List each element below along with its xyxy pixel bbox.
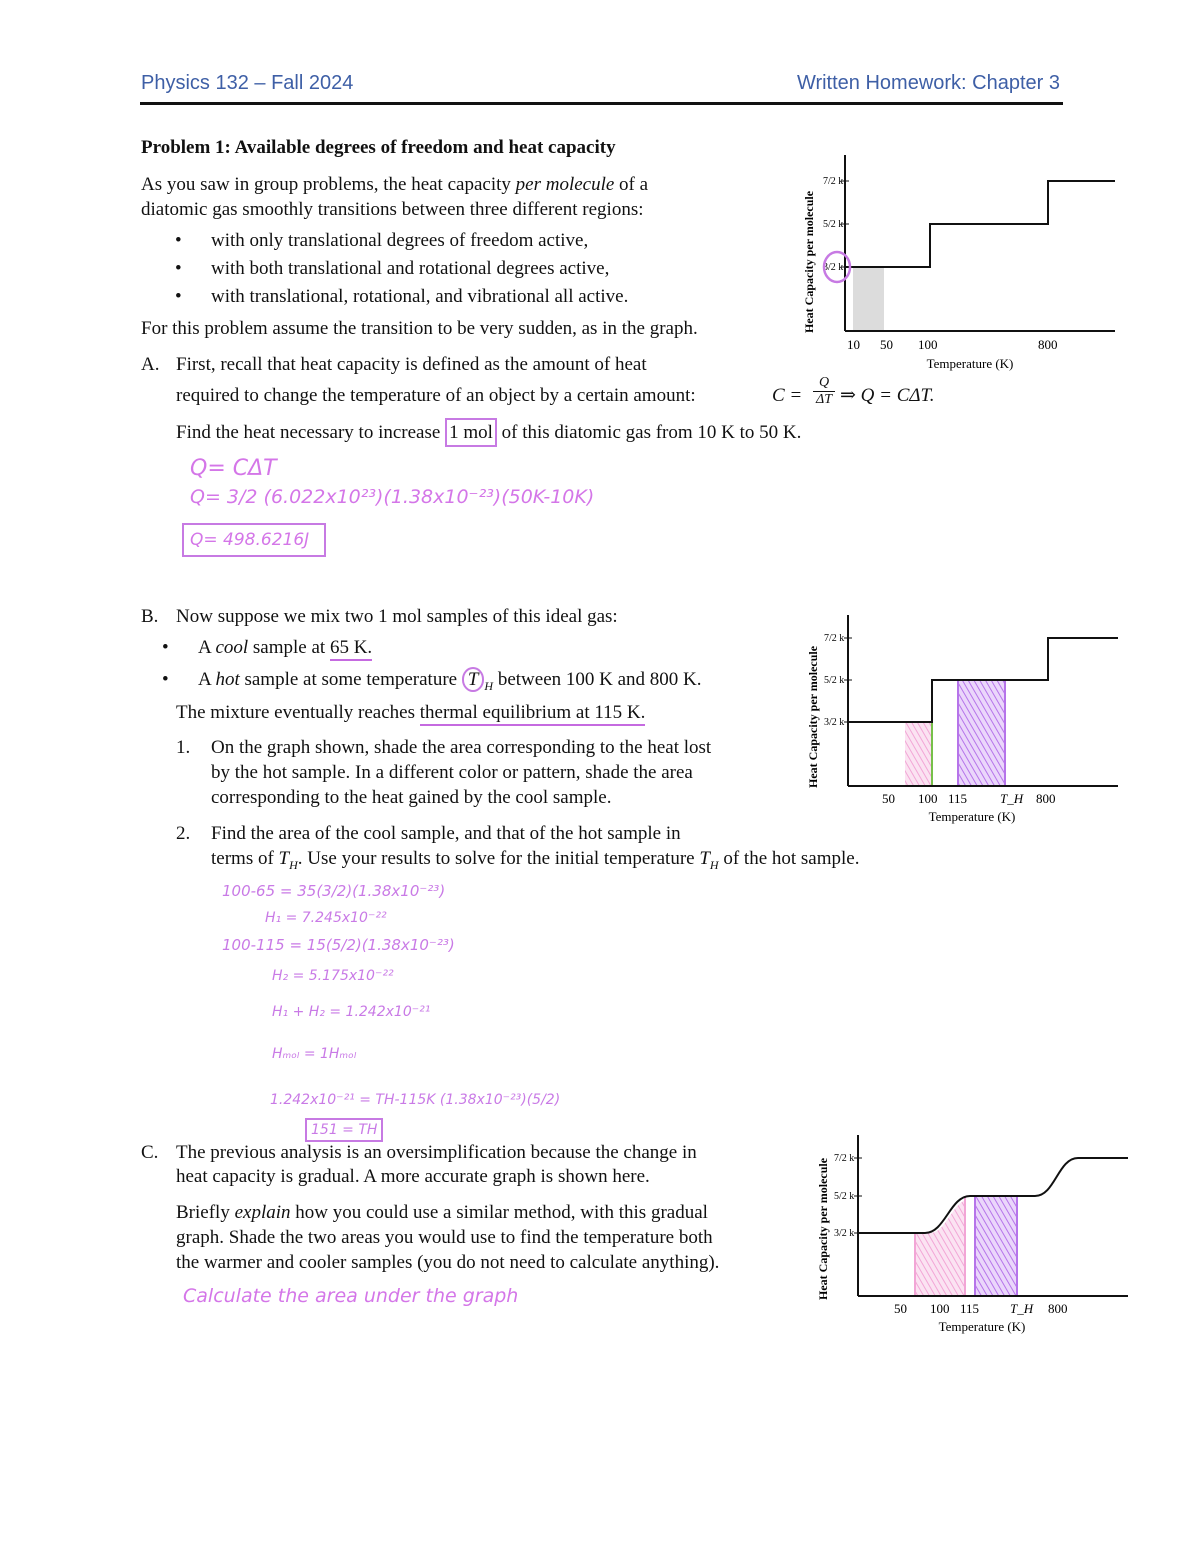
handwritten-formula: Q= CΔT <box>190 456 277 481</box>
level-label: 7/2 k <box>824 633 845 644</box>
x-axis-label: Temperature (K) <box>928 809 1016 824</box>
x-axis-label: Temperature (K) <box>938 1319 1026 1334</box>
hot-sample-area <box>975 1196 1017 1296</box>
handwritten-answer: 151 = TH <box>305 1118 383 1142</box>
handwritten-answer: Q= 498.6216J <box>182 523 326 557</box>
heat-capacity-curve <box>845 181 1115 267</box>
part-c-line-3: Briefly explain how you could use a similar method, with this gradual <box>176 1202 708 1223</box>
handwritten-work: H₂ = 5.175x10⁻²² <box>272 968 394 984</box>
handwritten-work: 100-115 = 15(5/2)(1.38x10⁻²³) <box>222 936 455 954</box>
question-1-label: 1. <box>176 737 191 758</box>
hot-sample-area <box>958 680 1005 786</box>
y-axis-label: Heat Capacity per molecule <box>802 190 816 333</box>
graph-gradual-transition <box>810 1130 1135 1340</box>
x-axis-label: Temperature (K) <box>926 356 1014 371</box>
question-1-line-2: by the hot sample. In a different color or pattern, shade the area <box>211 762 693 783</box>
tick-label: 115 <box>960 1301 980 1316</box>
handwritten-work: H₁ = 7.245x10⁻²² <box>265 910 387 926</box>
intro-line-3: For this problem assume the transition to be very sudden, as in the graph. <box>141 318 698 339</box>
part-c-line-5: the warmer and cooler samples (you do not need to calculate anything). <box>176 1252 720 1273</box>
level-label: 5/2 k <box>824 675 845 686</box>
part-a-line-3: Find the heat necessary to increase 1 mol of this diatomic gas from 10 K to 50 K. <box>176 420 801 445</box>
handwritten-work: 1.242x10⁻²¹ = TH-115K (1.38x10⁻²³)(5/2) <box>270 1092 561 1108</box>
part-b-line-2: The mixture eventually reaches thermal equilibrium at 115 K. <box>176 700 645 725</box>
part-a-label: A. <box>141 354 160 375</box>
part-b-line-1: Now suppose we mix two 1 mol samples of this ideal gas: <box>176 606 618 627</box>
bullet-item: • with only translational degrees of freedom active, <box>211 228 588 253</box>
cool-sample-area <box>915 1200 965 1296</box>
part-a-line-2: required to change the temperature of an object by a certain amount: <box>176 385 696 406</box>
bullet-item: • A hot sample at some temperature T $_H$ between 100 K and 800 K. <box>198 667 702 699</box>
tick-label: 800 <box>1038 337 1058 352</box>
handwritten-substitution: Q= 3/2 (6.022x10²³)(1.38x10⁻²³)(50K-10K) <box>190 486 595 508</box>
handwritten-explanation: Calculate the area under the graph <box>183 1285 519 1307</box>
y-axis-label: Heat Capacity per molecule <box>816 1157 830 1300</box>
part-c-line-1: The previous analysis is an oversimplification because the change in <box>176 1142 697 1163</box>
part-c-line-4: graph. Shade the two areas you would use to find the temperature both <box>176 1227 713 1248</box>
tick-label: T_H <box>1000 791 1024 806</box>
tick-label: 50 <box>882 791 895 806</box>
bullet-item: • A cool sample at 65 K. <box>198 635 372 660</box>
graph-sudden-transition <box>795 150 1125 375</box>
tick-label: 50 <box>880 337 893 352</box>
tick-label: 100 <box>930 1301 950 1316</box>
level-label: 7/2 k <box>823 176 844 187</box>
equation-result: ⇒ Q = CΔT. <box>840 385 935 406</box>
equation-c: C = <box>772 385 803 406</box>
tick-label: 100 <box>918 337 938 352</box>
question-1-line-1: On the graph shown, shade the area corresponding to the heat lost <box>211 737 712 758</box>
handwritten-work: H₁ + H₂ = 1.242x10⁻²¹ <box>272 1004 431 1020</box>
level-label: 7/2 k <box>834 1153 855 1164</box>
intro-line-1: As you saw in group problems, the heat capacity per molecule of a <box>141 174 649 195</box>
question-2-line-2: terms of $T_H$. Use your results to solve for the initial temperature $T_H$ of the hot sample. <box>211 848 860 872</box>
tick-label: T_H <box>1010 1301 1034 1316</box>
handwritten-work: Hₘₒₗ = 1Hₘₒₗ <box>272 1046 357 1062</box>
tick-label: 800 <box>1036 791 1056 806</box>
y-axis-label: Heat Capacity per molecule <box>806 645 820 788</box>
bullet-item: • with translational, rotational, and vibrational all active. <box>211 284 628 309</box>
question-2-line-1: Find the area of the cool sample, and that of the hot sample in <box>211 823 681 844</box>
level-label: 5/2 k <box>834 1191 855 1202</box>
tick-label: 50 <box>894 1301 907 1316</box>
header-rule <box>140 102 1063 105</box>
intro-line-2: diatomic gas smoothly transitions between three different regions: <box>141 199 644 220</box>
shaded-region <box>853 267 884 331</box>
tick-label: 800 <box>1048 1301 1068 1316</box>
part-c-label: C. <box>141 1142 159 1163</box>
course-title: Physics 132 – Fall 2024 <box>141 72 354 94</box>
question-1-line-3: corresponding to the heat gained by the cool sample. <box>211 787 612 808</box>
part-c-line-2: heat capacity is gradual. A more accurate graph is shown here. <box>176 1166 650 1187</box>
question-2-label: 2. <box>176 823 191 844</box>
handwritten-work: 100-65 = 35(3/2)(1.38x10⁻²³) <box>222 882 446 900</box>
equation-fraction: Q ΔT <box>813 375 835 408</box>
homework-title: Written Homework: Chapter 3 <box>796 72 1060 94</box>
graph-mixing <box>800 610 1125 830</box>
level-label: 5/2 k <box>823 219 844 230</box>
level-label: 3/2 k <box>824 717 845 728</box>
problem-title: Problem 1: Available degrees of freedom and heat capacity <box>141 137 616 158</box>
level-label: 3/2 k <box>834 1228 855 1239</box>
tick-label: 10 <box>847 337 860 352</box>
bullet-item: • with both translational and rotational degrees active, <box>211 256 609 281</box>
cool-sample-area <box>905 722 932 786</box>
tick-label: 100 <box>918 791 938 806</box>
tick-label: 115 <box>948 791 968 806</box>
part-b-label: B. <box>141 606 159 627</box>
level-label: 3/2 k <box>823 262 844 273</box>
part-a-line-1: First, recall that heat capacity is defined as the amount of heat <box>176 354 647 375</box>
